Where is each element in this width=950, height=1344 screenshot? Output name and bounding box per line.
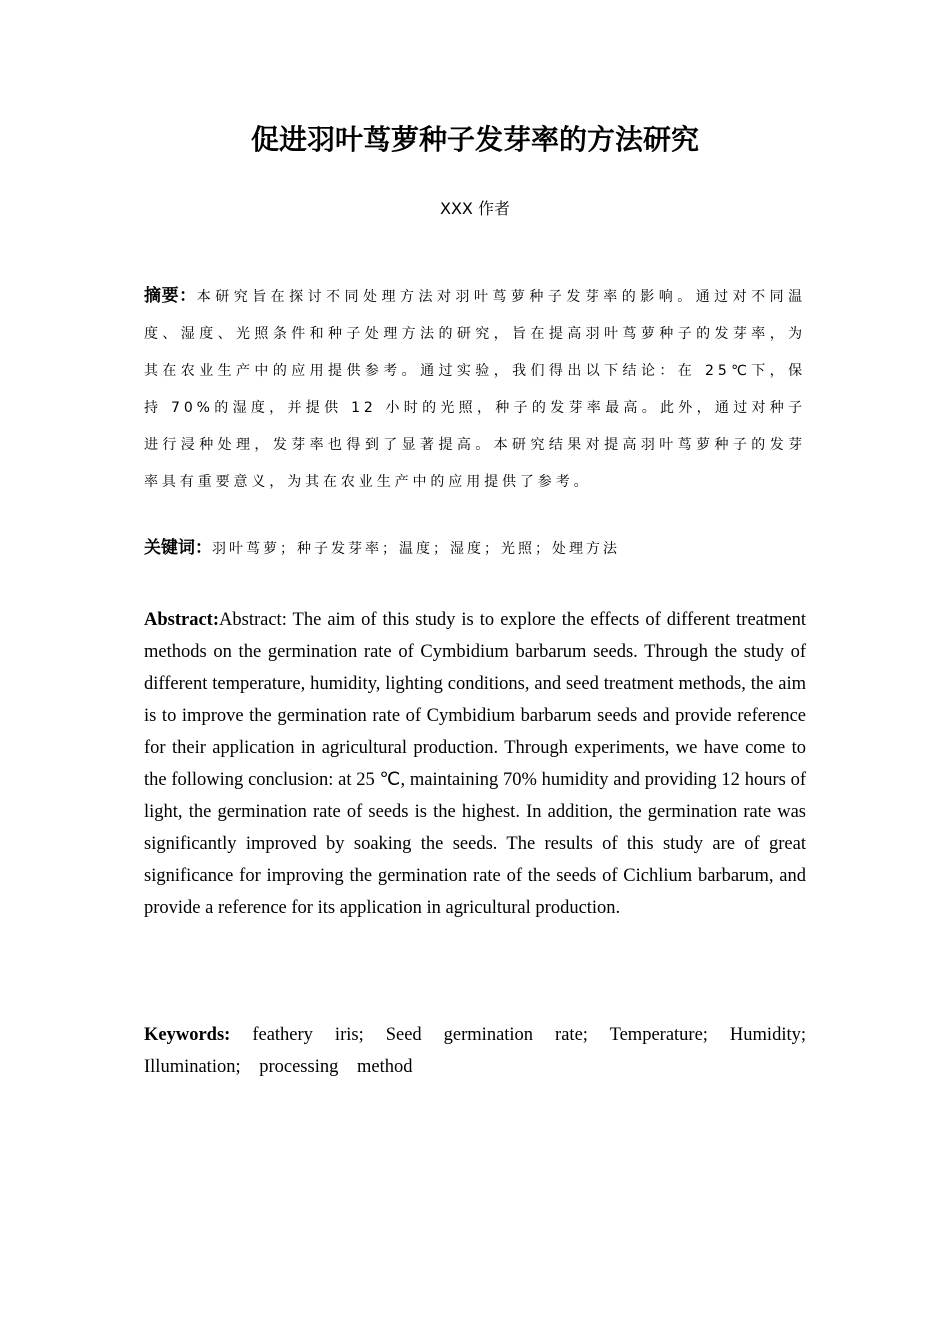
english-abstract-text: Abstract: The aim of this study is to explore the effects of different treatment methods on the germination rate of Cymbidium barbarum seeds. Through the study of different temperature, humidity, lighting conditions, and seed treatment methods, the aim is to improve the germination rate of Cymbidium barbarum seeds and provide reference for their application in agricultural production. Through experiments, we have come to the following conclusion: at 25 ℃, maintaining 70% humidity and providing 12 hours of light, the germination rate of seeds is the highest. In addition, the germination rate was significantly improved by soaking the seeds. The results of this study are of great significance for improving the germination rate of the seeds of Cichlium barbarum, and provide a reference for its application in agricultural production. [144, 610, 806, 918]
english-abstract-label: Abstract: [144, 610, 220, 630]
chinese-abstract-text: 本研究旨在探讨不同处理方法对羽叶茑萝种子发芽率的影响。通过对不同温度、湿度、光照条件和种子处理方法的研究，旨在提高羽叶茑萝种子的发芽率，为其在农业生产中的应用提供参考。通过实验，我们得出以下结论：在 25℃下，保持 70%的湿度，并提供 12 小时的光照，种子的发芽率最高。此外，通过对种子进行浸种处理，发芽率也得到了显著提高。本研究结果对提高羽叶茑萝种子的发芽率具有重要意义，为其在农业生产中的应用提供了参考。 [144, 289, 807, 490]
chinese-keywords-text: 羽叶茑萝；种子发芽率；温度；湿度；光照；处理方法 [212, 541, 620, 557]
english-keywords [144, 1019, 806, 1083]
chinese-abstract-label: 摘要： [144, 286, 197, 306]
chinese-keywords-label: 关键词： [144, 538, 212, 558]
english-abstract [144, 604, 806, 924]
chinese-keywords [144, 535, 806, 562]
english-keywords-text: feathery iris; Seed germination rate; Temperature; Humidity; Illumination; processing method [144, 1025, 806, 1077]
chinese-abstract [144, 278, 806, 501]
document-title: 促进羽叶茑萝种子发芽率的方法研究 [250, 123, 699, 156]
english-keywords-label: Keywords: [144, 1025, 231, 1045]
author-line: XXX 作者 [440, 199, 510, 218]
